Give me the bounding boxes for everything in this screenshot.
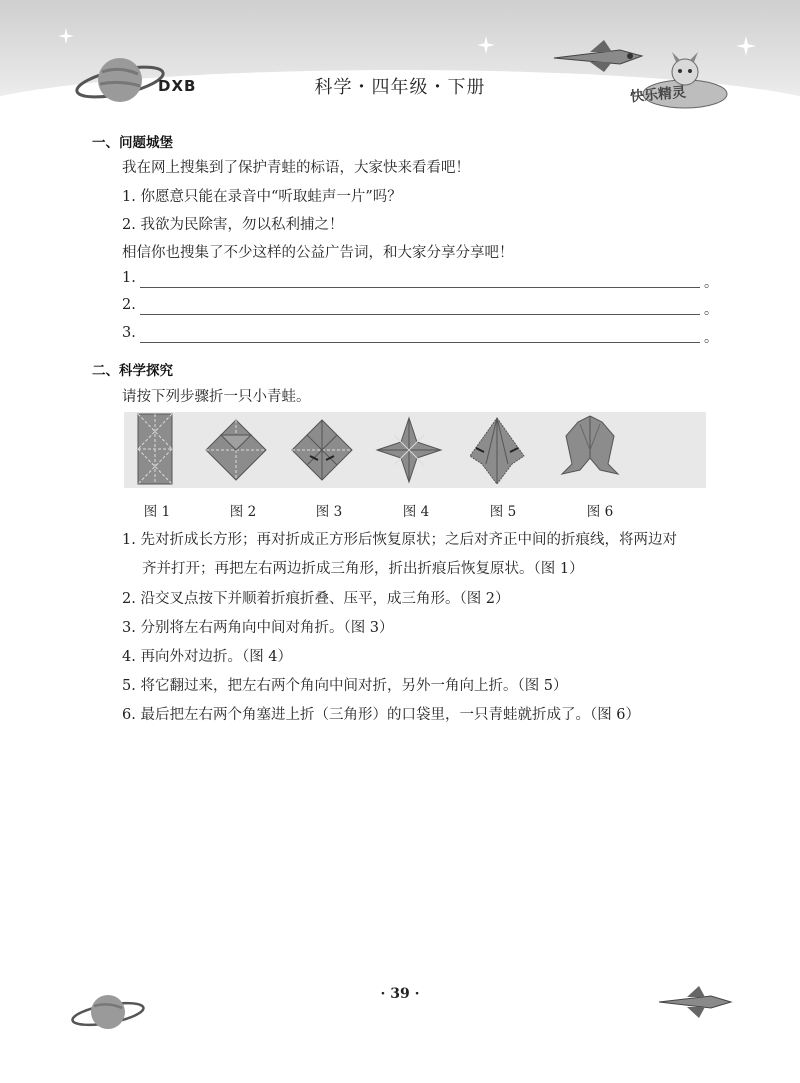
- section-heading-exploration: 二、科学探究: [92, 363, 173, 379]
- section-heading-questions: 一、问题城堡: [92, 135, 173, 151]
- step-1-line-2: 齐并打开；再把左右两边折成三角形，折出折痕后恢复原状。（图 1）: [142, 561, 584, 577]
- logo-text: DXB: [158, 77, 197, 95]
- figure-label-2: 图 2: [229, 504, 257, 520]
- step-5: 5. 将它翻过来，把左右两个角向中间对折，另外一角向上折。（图 5）: [122, 678, 568, 694]
- slogan-1: 1. 你愿意只能在录音中“听取蛙声一片”吗？: [122, 189, 402, 205]
- fig5-kite-fold: [470, 418, 524, 484]
- step-3: 3. 分别将左右两角向中间对角折。（图 3）: [122, 620, 394, 636]
- slogan-2: 2. 我欲为民除害，勿以私利捕之！: [122, 217, 344, 233]
- page-title: 科学・四年级・下册: [314, 77, 486, 98]
- fig1-rectangle-fold: [138, 414, 172, 484]
- share-prompt: 相信你也搜集了不少这样的公益广告词，和大家分享分享吧！: [122, 245, 514, 261]
- blank-end-1: 。: [704, 275, 718, 291]
- answer-line-3[interactable]: [140, 342, 700, 343]
- space-shuttle-icon: [655, 982, 735, 1022]
- star-icon: [58, 28, 74, 44]
- figure-label-5: 图 5: [489, 504, 517, 520]
- blank-label-3: 3.: [122, 325, 136, 341]
- space-shuttle-icon: [550, 36, 650, 76]
- blank-label-1: 1.: [122, 270, 136, 286]
- step-2: 2. 沿交叉点按下并顺着折痕折叠、压平，成三角形。（图 2）: [122, 591, 510, 607]
- star-icon: [736, 36, 756, 56]
- answer-line-1[interactable]: [140, 287, 700, 288]
- blank-end-2: 。: [704, 302, 718, 318]
- answer-line-2[interactable]: [140, 314, 700, 315]
- figure-label-6: 图 6: [586, 504, 614, 520]
- step-1-line-1: 1. 先对折成长方形；再对折成正方形后恢复原状；之后对齐正中间的折痕线，将两边对: [122, 532, 677, 548]
- origami-figures: [124, 412, 706, 488]
- blank-label-2: 2.: [122, 297, 136, 313]
- exploration-intro: 请按下列步骤折一只小青蛙。: [122, 389, 311, 405]
- step-4: 4. 再向外对边折。（图 4）: [122, 649, 293, 665]
- fig2-diamond-fold: [206, 420, 266, 480]
- figure-label-4: 图 4: [402, 504, 430, 520]
- fig3-diamond-fold: [292, 420, 352, 480]
- fig6-frog: [562, 416, 618, 474]
- step-6: 6. 最后把左右两个角塞进上折（三角形）的口袋里，一只青蛙就折成了。（图 6）: [122, 707, 641, 723]
- brand-text: 快乐精灵: [629, 84, 687, 106]
- intro-text: 我在网上搜集到了保护青蛙的标语，大家快来看看吧！: [122, 160, 470, 176]
- blank-end-3: 。: [704, 330, 718, 346]
- page-number: · 39 ·: [380, 986, 420, 1002]
- figure-label-1: 图 1: [143, 504, 171, 520]
- figure-label-3: 图 3: [315, 504, 343, 520]
- star-icon: [477, 36, 495, 54]
- fig4-star-fold: [377, 418, 441, 482]
